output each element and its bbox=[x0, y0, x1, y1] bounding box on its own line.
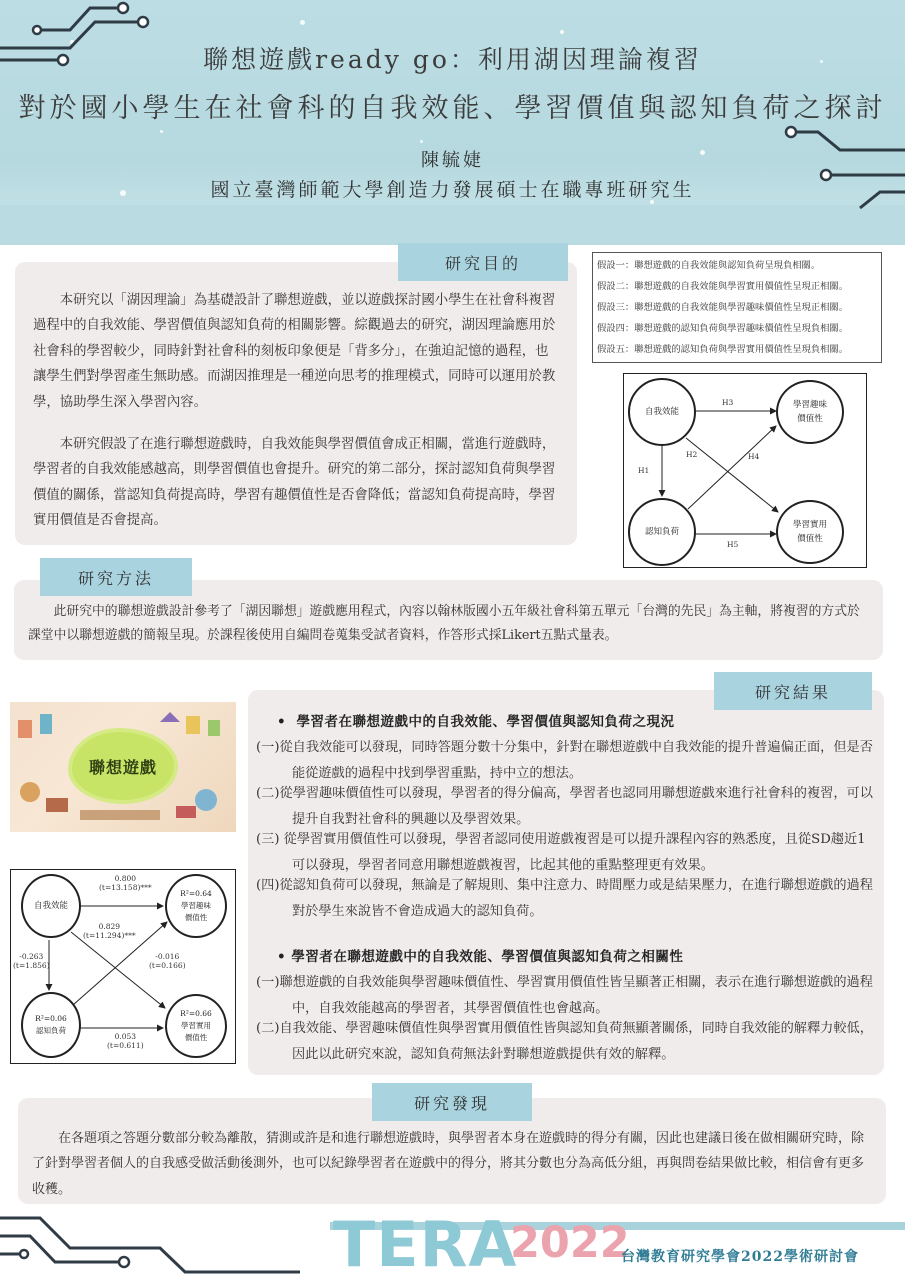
purpose-paragraph-1: 本研究以「湖因理論」為基礎設計了聯想遊戲，並以遊戲探討國小學生在社會科複習過程中的自我效能、學習價值與認知負荷的相關影響。綜觀過去的研究，湖因理論應用於社會科的學習較少，同時針對社會科的刻板印象便是「背多分」，在強迫記憶的過程，也讓學生們對學習產生無助感。而湖因推理是一種逆向思考的推理模式，同時可以運用於教學，協助學生深入學習內容。 bbox=[33, 293, 556, 410]
author-affiliation: 國立臺灣師範大學創造力發展碩士在職專班研究生 bbox=[210, 179, 695, 201]
game-title-cloud bbox=[72, 732, 174, 800]
node-learning-interest-label-2: 價值性 bbox=[797, 414, 823, 424]
results-subheading-2-text: 學習者在聯想遊戲中的自我效能、學習價值與認知負荷之相關性 bbox=[291, 949, 684, 965]
results-subheading-2 bbox=[277, 945, 683, 965]
result-item-2-2: (二)自我效能、學習趣味價值性與學習實用價值性皆與認知負荷無顯著關係，同時自我效能的解釋力較低，因此以此研究來說，認知負荷無法針對聯想遊戲提供有效的解釋。 bbox=[256, 1021, 873, 1062]
purpose-heading bbox=[398, 243, 568, 281]
node-learning-utility-label-2: 價值性 bbox=[797, 534, 823, 544]
hypothesis-1: 假設一：聯想遊戲的自我效能與認知負荷呈現負相關。 bbox=[597, 260, 821, 271]
poster-title-line1: 聯想遊戲ready go：利用湖因理論複習 bbox=[203, 45, 702, 74]
result-item-2-1: (一)聯想遊戲的自我效能與學習趣味價值性、學習實用價值性皆呈顯著正相關，表示在進行聯想遊戲的過程中，自我效能越高的學習者，其學習價值性也會越高。 bbox=[256, 975, 873, 1016]
hypothesis-model-diagram bbox=[623, 373, 867, 568]
label-h1: H1 bbox=[638, 466, 650, 475]
coef-load-utility bbox=[107, 1032, 144, 1051]
coef-efficacy-utility bbox=[83, 922, 136, 941]
tera-logo-year: 2022 bbox=[510, 1218, 630, 1268]
coef-load-utility-t: (t=0.611) bbox=[107, 1041, 144, 1051]
findings-heading bbox=[372, 1083, 532, 1121]
label-h4: H4 bbox=[748, 452, 760, 461]
path-node-utility-r2: R²=0.66 bbox=[180, 1009, 212, 1018]
purpose-panel bbox=[15, 262, 577, 545]
path-node-load-r2: R²=0.06 bbox=[35, 1014, 67, 1023]
paint-speck bbox=[160, 130, 163, 133]
results-heading-text: 研究結果 bbox=[754, 682, 831, 702]
node-learning-interest bbox=[776, 380, 844, 444]
paint-speck bbox=[560, 30, 564, 34]
coef-load-utility-value: 0.053 bbox=[114, 1032, 137, 1041]
method-heading-text: 研究方法 bbox=[77, 568, 154, 588]
results-subheading-1-text: 學習者在聯想遊戲中的自我效能、學習價值與認知負荷之現況 bbox=[296, 714, 675, 730]
node-learning-interest-label-1: 學習趣味 bbox=[792, 399, 827, 410]
poster-title-line2: 對於國小學生在社會科的自我效能、學習價值與認知負荷之探討 bbox=[18, 93, 887, 124]
node-cognitive-load-label: 認知負荷 bbox=[644, 526, 679, 537]
node-learning-utility bbox=[776, 500, 844, 564]
path-node-interest-label-1: 學習趣味 bbox=[181, 901, 211, 910]
path-node-utility-label-2: 價值性 bbox=[184, 1033, 208, 1042]
path-model-diagram bbox=[10, 869, 236, 1064]
paint-speck bbox=[300, 20, 305, 25]
findings-heading-text: 研究發現 bbox=[413, 1093, 490, 1113]
path-node-cognitive-load bbox=[21, 992, 81, 1058]
method-text: 此研究中的聯想遊戲設計參考了「湖因聯想」遊戲應用程式，內容以翰林版國小五年級社會科第五單元「台灣的先民」為主軸，將複習的方式於課堂中以聯想遊戲的簡報呈現。於課程後使用自編問卷蒐集受試者資料，作答形式採Likert五點式量表。 bbox=[28, 604, 860, 644]
coef-efficacy-load-value: -0.263 bbox=[19, 952, 44, 961]
label-h2: H2 bbox=[686, 450, 698, 459]
label-h3: H3 bbox=[722, 398, 734, 407]
game-illustration bbox=[10, 702, 236, 832]
author-name: 陳毓婕 bbox=[421, 150, 484, 171]
path-node-load-label: 認知負荷 bbox=[36, 1026, 66, 1035]
node-self-efficacy bbox=[628, 378, 696, 446]
hypothesis-5: 假設五：聯想遊戲的認知負荷與學習實用價值性呈現負相關。 bbox=[597, 344, 849, 355]
path-node-self-efficacy-label: 自我效能 bbox=[33, 900, 68, 911]
path-node-utility-label-1: 學習實用 bbox=[181, 1021, 211, 1030]
paint-speck bbox=[420, 140, 423, 143]
path-node-interest-r2: R²=0.64 bbox=[180, 889, 212, 898]
coef-efficacy-interest-value: 0.800 bbox=[114, 874, 137, 883]
circuit-decoration-bottom-left bbox=[0, 1210, 300, 1280]
coef-load-interest-t: (t=0.166) bbox=[149, 961, 186, 971]
label-h5: H5 bbox=[727, 540, 739, 549]
coef-efficacy-load-t: (t=1.856) bbox=[13, 961, 50, 971]
path-node-learning-utility bbox=[165, 994, 227, 1058]
node-cognitive-load bbox=[628, 498, 696, 566]
coef-efficacy-interest bbox=[99, 874, 152, 893]
hypothesis-4: 假設四：聯想遊戲的認知負荷與學習趣味價值性呈現負相關。 bbox=[597, 323, 849, 334]
conference-name: 台灣教育研究學會2022學術研討會 bbox=[621, 1249, 859, 1265]
bullet-dot-icon: • bbox=[277, 714, 297, 730]
result-item-1-3: (三) 從學習實用價值性可以發現，學習者認同使用遊戲複習是可以提升課程內容的熟悉度，且從SD趨近1可以發現，學習者同意用聯想遊戲複習，比起其他的重點整理更有效果。 bbox=[256, 832, 866, 873]
coef-load-interest-value: -0.016 bbox=[155, 952, 180, 961]
coef-efficacy-interest-t: (t=13.158)*** bbox=[99, 883, 152, 893]
path-node-self-efficacy bbox=[21, 874, 81, 938]
coef-efficacy-utility-value: 0.829 bbox=[98, 922, 121, 931]
game-title-text: 聯想遊戲 bbox=[88, 757, 157, 777]
hypothesis-3: 假設三：聯想遊戲的自我效能與學習趣味價值性呈現正相關。 bbox=[597, 302, 849, 313]
result-item-1-2: (二)從學習趣味價值性可以發現，學習者的得分偏高，學習者也認同用聯想遊戲來進行社會科的複習，可以提升自我對社會科的興趣以及學習效果。 bbox=[256, 786, 873, 827]
path-node-learning-interest bbox=[165, 874, 227, 938]
findings-text: 在各題項之答題分數部分較為離散，猜測或許是和進行聯想遊戲時，與學習者本身在遊戲時的得分有關，因此也建議日後在做相關研究時，除了針對學習者個人的自我感受做活動後測外，也可以紀錄學習者在遊戲中的得分，將其分數也分為高低分組，再與問卷結果做比較，相信會有更多收穫。 bbox=[32, 1131, 865, 1197]
result-item-1-1: (一)從自我效能可以發現，同時答題分數十分集中，針對在聯想遊戲中自我效能的提升普遍偏正面，但是否能從遊戲的過程中找到學習重點，持中立的想法。 bbox=[256, 740, 873, 781]
purpose-heading-text: 研究目的 bbox=[444, 253, 521, 273]
path-node-interest-label-2: 價值性 bbox=[184, 913, 208, 922]
coef-load-interest bbox=[149, 952, 186, 971]
results-heading bbox=[714, 672, 872, 710]
result-item-1-4: (四)從認知負荷可以發現，無論是了解規則、集中注意力、時間壓力或是結果壓力，在進行聯想遊戲的過程對於學生來說皆不會造成過大的認知負荷。 bbox=[256, 878, 873, 919]
hypothesis-2: 假設二：聯想遊戲的自我效能與學習實用價值性呈現正相關。 bbox=[597, 281, 849, 292]
header-torn-edge bbox=[0, 205, 905, 245]
coef-efficacy-utility-t: (t=11.294)*** bbox=[83, 931, 136, 941]
purpose-paragraph-2: 本研究假設了在進行聯想遊戲時，自我效能與學習價值會成正相關，當進行遊戲時，學習者的自我效能感越高，則學習價值也會提升。研究的第二部分，探討認知負荷與學習價值的關係，當認知負荷提高時，學習有趣價值性是否會降低；當認知負荷提高時，學習實用價值是否會提高。 bbox=[33, 437, 556, 529]
hypotheses-box bbox=[592, 252, 882, 363]
results-subheading-1 bbox=[277, 710, 675, 730]
method-heading bbox=[40, 558, 192, 596]
bullet-dot-icon: • bbox=[277, 949, 292, 965]
node-self-efficacy-label: 自我效能 bbox=[644, 406, 679, 417]
tera-logo-text: TERA bbox=[333, 1208, 518, 1280]
coef-efficacy-load bbox=[13, 952, 50, 971]
node-learning-utility-label-1: 學習實用 bbox=[792, 519, 827, 530]
